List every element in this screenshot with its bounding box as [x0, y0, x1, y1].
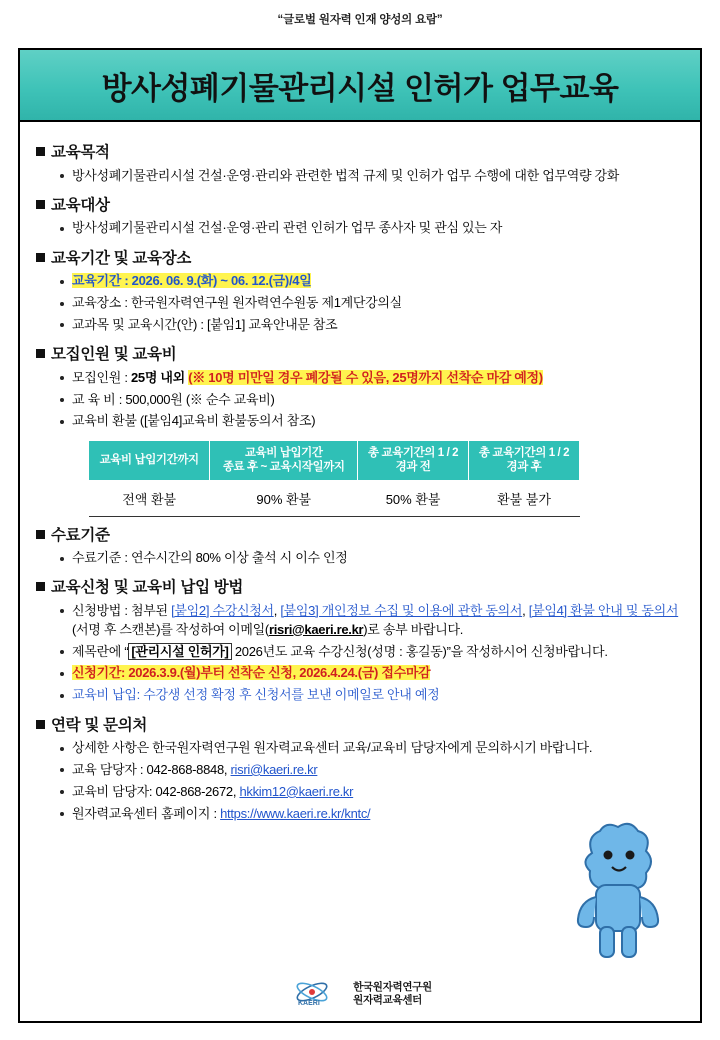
attachment-link-4[interactable]: [붙임4] 환불 안내 및 동의서: [528, 602, 679, 618]
attachment-link-2[interactable]: [붙임2] 수강신청서: [171, 602, 274, 618]
list-item-fee: 교 육 비 : 500,000원 (※ 순수 교육비): [58, 389, 684, 411]
table-cell: 전액 환불: [89, 480, 210, 516]
footer-org-line1: 한국원자력연구원: [353, 980, 432, 993]
mascot-illustration: [562, 819, 674, 969]
list-item-period: 교육기간 : 2026. 06. 9.(화) ~ 06. 12.(금)/4일: [58, 271, 684, 293]
attachment-link-3[interactable]: [붙임3] 개인정보 수집 및 이용에 관한 동의서: [280, 602, 523, 618]
table-cell: 90% 환불: [210, 480, 358, 516]
square-bullet-icon: [36, 582, 45, 591]
section-heading-contact: 연락 및 문의처: [36, 713, 684, 735]
list-item-curriculum: 교과목 및 교육시간(안) : [붙임1] 교육안내문 참조: [58, 314, 684, 336]
footer-org-line2: 원자력교육센터: [353, 993, 423, 1006]
email-link-fee[interactable]: hkkim12@kaeri.re.kr: [239, 783, 354, 799]
section-heading-target: 교육대상: [36, 193, 684, 215]
square-bullet-icon: [36, 530, 45, 539]
kaeri-logo-icon: [288, 981, 346, 1007]
title-bar: [20, 50, 700, 122]
section-apply: [36, 575, 684, 706]
table-cell: 50% 환불: [358, 480, 469, 516]
page-tagline: “글로벌 원자력 인재 양성의 요람”: [277, 14, 443, 26]
section-completion: [36, 523, 684, 570]
page-title: 방사성폐기물관리시설 인허가 업무교육: [101, 70, 619, 106]
list-item-homepage: 원자력교육센터 홈페이지 : https://www.kaeri.re.kr/kntc/: [58, 803, 684, 825]
fee-list: [36, 367, 684, 433]
email-link[interactable]: risri@kaeri.re.kr: [268, 621, 364, 637]
list-item: 방사성폐기물관리시설 건설·운영·관리 관련 인허가 업무 종사자 및 관심 있는 자: [58, 218, 684, 240]
list-item: 수료기준 : 연수시간의 80% 이상 출석 시 이수 인정: [58, 548, 684, 570]
poster-body: [20, 122, 700, 825]
column-header: 교육비 납입기간까지: [89, 440, 210, 480]
square-bullet-icon: [36, 253, 45, 262]
square-bullet-icon: [36, 349, 45, 358]
square-bullet-icon: [36, 200, 45, 209]
section-period-venue: [36, 246, 684, 337]
list-item-apply-period: 신청기간: 2026.3.9.(월)부터 선착순 신청, 2026.4.24.(금) 접수마감: [58, 663, 684, 685]
target-list: [36, 218, 684, 240]
column-header: 교육비 납입기간 종료 후 ~ 교육시작일까지: [210, 440, 358, 480]
list-item-contact-fee: 교육비 담당자: 042-868-2672, hkkim12@kaeri.re.kr: [58, 781, 684, 803]
section-heading-apply: 교육신청 및 교육비 납입 방법: [36, 575, 684, 597]
list-item-refund: 교육비 환불 ([붙임4]교육비 환불동의서 참조): [58, 411, 684, 433]
section-fee: [36, 342, 684, 516]
svg-text:KAERI: KAERI: [298, 999, 320, 1007]
square-bullet-icon: [36, 147, 45, 156]
list-item-note: 상세한 사항은 한국원자력연구원 원자력교육센터 교육/교육비 담당자에게 문의하시기 바랍니다.: [58, 738, 684, 760]
completion-list: [36, 548, 684, 570]
period-venue-list: [36, 271, 684, 337]
list-item-contact-edu: 교육 담당자 : 042-868-8848, risri@kaeri.re.kr: [58, 759, 684, 781]
section-heading-fee: 모집인원 및 교육비: [36, 342, 684, 364]
column-header: 총 교육기간의 1 / 2 경과 후: [469, 440, 580, 480]
table-cell: 환불 불가: [469, 480, 580, 516]
poster-frame: [18, 48, 702, 1023]
list-item-subject: 제목란에 “ [관리시설 인허가] 2026년도 교육 수강신청(성명 : 홍길동)”을 작성하시어 신청바랍니다.: [58, 641, 684, 663]
contact-list: [36, 738, 684, 825]
table-row: [89, 480, 580, 516]
purpose-list: [36, 165, 684, 187]
section-target: [36, 193, 684, 240]
section-heading-period-venue: 교육기간 및 교육장소: [36, 246, 684, 268]
square-bullet-icon: [36, 720, 45, 729]
list-item-venue: 교육장소 : 한국원자력연구원 원자력연수원동 제1계단강의실: [58, 293, 684, 315]
list-item: 방사성폐기물관리시설 건설·운영·관리와 관련한 법적 규제 및 인허가 업무 수행에 대한 업무역량 강화: [58, 165, 684, 187]
list-item-recruit: 모집인원 : 25명 내외 (※ 10명 미만일 경우 폐강될 수 있음, 25명까지 선착순 마감 예정): [58, 367, 684, 389]
refund-table: [88, 440, 580, 517]
list-item-method: 신청방법 : 첨부된 [붙임2] 수강신청서, [붙임3] 개인정보 수집 및 이용에 관한 동의서, [붙임4] 환불 안내 및 동의서(서명 후 스캔본)를 작성하여 이메일(risri@kaeri.re.kr)로 송부 바랍니다.: [58, 600, 684, 641]
section-heading-purpose: 교육목적: [36, 140, 684, 162]
footer-logo: [20, 981, 700, 1007]
section-contact: [36, 713, 684, 825]
table-header-row: [89, 440, 580, 480]
footer-org-text: [353, 981, 432, 1007]
homepage-link[interactable]: https://www.kaeri.re.kr/kntc/: [220, 805, 371, 821]
email-link-edu[interactable]: risri@kaeri.re.kr: [230, 761, 318, 777]
list-item-payment: 교육비 납입: 수강생 선정 확정 후 신청서를 보낸 이메일로 안내 예정: [58, 685, 684, 707]
section-heading-completion: 수료기준: [36, 523, 684, 545]
section-purpose: [36, 140, 684, 187]
apply-list: [36, 600, 684, 706]
column-header: 총 교육기간의 1 / 2 경과 전: [358, 440, 469, 480]
